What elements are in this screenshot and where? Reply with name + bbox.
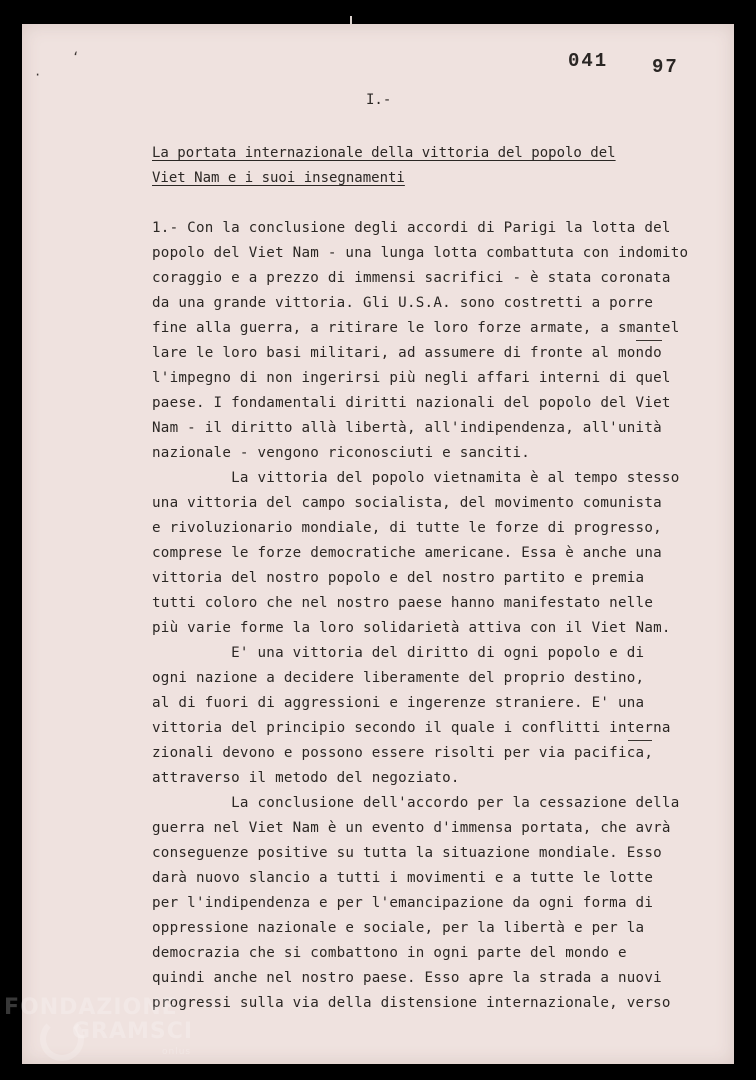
body-line: conseguenze positive su tutta la situazione mondiale. Esso <box>152 845 662 861</box>
underline-mark <box>628 740 652 741</box>
body-line: democrazia che si combattono in ogni parte del mondo e <box>152 945 627 961</box>
watermark-text-line1: FONDAZIONE <box>4 995 178 1020</box>
body-line: oppressione nazionale e sociale, per la libertà e per la <box>152 920 645 936</box>
body-line: paese. I fondamentali diritti nazionali del popolo del Viet <box>152 395 671 411</box>
title-line: Viet Nam e i suoi insegnamenti <box>152 170 405 186</box>
watermark-text-line2: GRAMSCI <box>72 1019 194 1044</box>
body-line: comprese le forze democratiche americane. Essa è anche una <box>152 545 662 561</box>
body-line: vittoria del nostro popolo e del nostro partito e premia <box>152 570 645 586</box>
body-line: vittoria del principio secondo il quale i conflitti interna <box>152 720 671 736</box>
underline-mark <box>636 340 662 341</box>
body-line: La vittoria del popolo vietnamita è al tempo stesso <box>152 470 680 486</box>
body-line: più varie forme la loro solidarietà attiva con il Viet Nam. <box>152 620 671 636</box>
margin-mark: ‘ <box>72 50 80 64</box>
body-line: l'impegno di non ingerirsi più negli affari interni di quel <box>152 370 671 386</box>
body-line: attraverso il metodo del negoziato. <box>152 770 460 786</box>
page-number: 97 <box>652 56 679 78</box>
body-line: E' una vittoria del diritto di ogni popolo e di <box>152 645 645 661</box>
body-line: lare le loro basi militari, ad assumere di fronte al mondo <box>152 345 662 361</box>
body-line: e rivoluzionario mondiale, di tutte le forze di progresso, <box>152 520 662 536</box>
body-line: al di fuori di aggressioni e ingerenze straniere. E' una <box>152 695 645 711</box>
watermark-text-line3: onlus <box>162 1047 192 1057</box>
body-line: guerra nel Viet Nam è un evento d'immensa portata, che avrà <box>152 820 671 836</box>
body-line: ogni nazione a decidere liberamente del proprio destino, <box>152 670 645 686</box>
body-line: nazionale - vengono riconosciuti e sanciti. <box>152 445 531 461</box>
body-line: quindi anche nel nostro paese. Esso apre la strada a nuovi <box>152 970 662 986</box>
body-line: per l'indipendenza e per l'emancipazione da ogni forma di <box>152 895 654 911</box>
body-line: La conclusione dell'accordo per la cessazione della <box>152 795 680 811</box>
body-line: Nam - il diritto allà libertà, all'indipendenza, all'unità <box>152 420 662 436</box>
body-line: una vittoria del campo socialista, del movimento comunista <box>152 495 662 511</box>
section-number: I.- <box>366 92 392 108</box>
body-line: progressi sulla via della distensione internazionale, verso <box>152 995 671 1011</box>
body-line: tutti coloro che nel nostro paese hanno manifestato nelle <box>152 595 654 611</box>
archive-number: 041 <box>568 50 609 72</box>
margin-mark: · <box>34 68 42 82</box>
fondazione-gramsci-watermark <box>4 995 204 1075</box>
body-line: darà nuovo slancio a tutti i movimenti e a tutte le lotte <box>152 870 654 886</box>
title-line: La portata internazionale della vittoria del popolo del <box>152 145 616 161</box>
body-line: popolo del Viet Nam - una lunga lotta combattuta con indomito <box>152 245 689 261</box>
body-line: da una grande vittoria. Gli U.S.A. sono costretti a porre <box>152 295 654 311</box>
body-line: coraggio e a prezzo di immensi sacrifici - è stata coronata <box>152 270 671 286</box>
body-line: 1.- Con la conclusione degli accordi di Parigi la lotta del <box>152 220 671 236</box>
body-line: zionali devono e possono essere risolti per via pacifica, <box>152 745 654 761</box>
body-line: fine alla guerra, a ritirare le loro forze armate, a smantel <box>152 320 680 336</box>
